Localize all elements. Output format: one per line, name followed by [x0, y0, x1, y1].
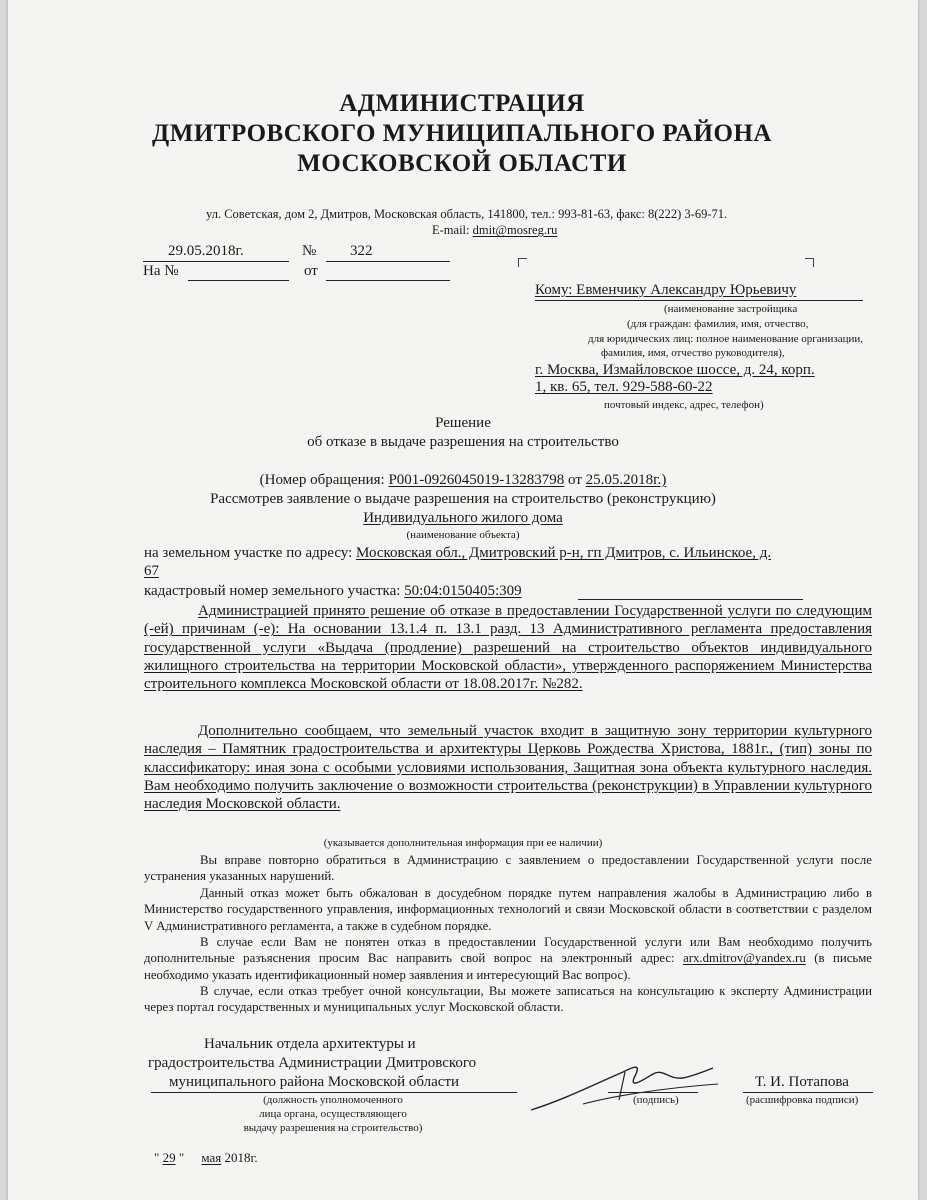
- info-p3-email[interactable]: arx.dmitrov@yandex.ru: [683, 951, 806, 966]
- recipient-address-2: 1, кв. 65, тел. 929-588-60-22: [535, 379, 713, 395]
- signer-position-3: муниципального района Московской области: [169, 1074, 460, 1090]
- land-address: Московская обл., Дмитровский р-н, гп Дмитров, с. Ильинское, д.: [356, 545, 772, 561]
- position-hint-3: выдачу разрешения на строительство): [243, 1122, 423, 1134]
- registry-number: 322: [350, 243, 373, 259]
- position-hint-1: (должность уполномоченного: [263, 1094, 403, 1106]
- decision-paragraph-2: Дополнительно сообщаем, что земельный участок входит в защитную зону территории культурного наследия – Памятник градостроительства и архитектуры Церковь Рождества Христова, 1881г., (тип) зоны по классификатору: иная зона с особыми условиями использования, Защитная зона объекта культурного наследия. Вам необходимо получить заключение о возможности строительства (реконструкции) в Управлении культурного наследия Московской области.: [144, 723, 872, 813]
- title-decision: Решение: [435, 415, 491, 431]
- recipient-hint-2: (для граждан: фамилия, имя, отчество,: [627, 318, 809, 330]
- object-name: Индивидуального жилого дома: [363, 510, 563, 526]
- registry-from-label: от: [304, 263, 318, 279]
- signer-name: Т. И. Потапова: [755, 1074, 849, 1090]
- position-hint-2: лица органа, осуществляющего: [259, 1108, 407, 1120]
- cadastral-label: кадастровый номер земельного участка:: [144, 583, 401, 599]
- req-mid: от: [564, 472, 586, 488]
- signature-hint: (подпись): [633, 1094, 679, 1106]
- recipient-address-hint: почтовый индекс, адрес, телефон): [604, 399, 764, 411]
- registry-on-label: На №: [143, 263, 179, 279]
- signer-position-2: градостроительства Администрации Дмитровского: [148, 1055, 477, 1071]
- land-address-row: [144, 545, 771, 562]
- recipient-name: Кому: Евменчику Александру Юрьевичу: [535, 282, 797, 298]
- req-prefix: (Номер обращения:: [259, 472, 389, 488]
- info-paragraph-1: Вы вправе повторно обратиться в Администрацию с заявлением о предоставлении Государственной услуги после устранения указанных нарушений.: [144, 853, 872, 884]
- email-label: E-mail:: [432, 223, 473, 237]
- recipient-hint-3: для юридических лиц: полное наименование организации,: [588, 333, 864, 345]
- signer-name-hint: (расшифровка подписи): [746, 1094, 859, 1106]
- footer-month: мая: [201, 1150, 222, 1165]
- req-date: 25.05.2018г.): [585, 472, 667, 488]
- cadastral-row: [144, 583, 522, 600]
- header-email-row: [432, 223, 557, 238]
- bracket-right: [805, 258, 814, 267]
- footer-close-quote: ": [178, 1150, 185, 1165]
- footer-day: 29: [162, 1150, 176, 1165]
- document-page: [8, 0, 918, 1200]
- header-line-1: АДМИНИСТРАЦИЯ: [339, 90, 585, 117]
- info-paragraph-4: В случае, если отказ требует очной консультации, Вы можете записаться на консультацию к эксперту Администрации через портал государственных и муниципальных услуг Московской области.: [144, 984, 872, 1015]
- decision-paragraph-2-hint: (указывается дополнительная информация при ее наличии): [323, 837, 603, 849]
- cadastral-number: 50:04:0150405:309: [404, 583, 522, 599]
- application-text: Рассмотрев заявление о выдаче разрешения на строительство (реконструкцию): [210, 491, 716, 507]
- bracket-left: [518, 258, 527, 267]
- registry-date: 29.05.2018г.: [168, 243, 244, 259]
- req-number: Р001-0926045019-13283798: [388, 472, 565, 488]
- recipient-hint-1: (наименование застройщика: [664, 303, 798, 315]
- footer-year: 2018г.: [224, 1150, 258, 1165]
- footer-open-quote: ": [154, 1150, 160, 1165]
- info-paragraph-2: Данный отказ может быть обжалован в досудебном порядке путем направления жалобы в Администрацию либо в Министерство государственного управления, информационных технологий и связи Московской области в соответствии с разделом V Административного регламента, а также в судебном порядке.: [144, 886, 872, 933]
- registry-num-label: №: [302, 243, 317, 259]
- email-link[interactable]: dmit@mosreg.ru: [472, 223, 558, 237]
- object-hint: (наименование объекта): [406, 529, 520, 541]
- header-address: ул. Советская, дом 2, Дмитров, Московская область, 141800, тел.: 993-81-63, факс: 8(222) 3-69-71.: [206, 207, 728, 221]
- land-address-2: 67: [144, 563, 159, 579]
- header-line-3: МОСКОВСКОЙ ОБЛАСТИ: [297, 150, 627, 177]
- recipient-address-1: г. Москва, Измайловское шоссе, д. 24, корп.: [535, 362, 815, 378]
- header-line-2: ДМИТРОВСКОГО МУНИЦИПАЛЬНОГО РАЙОНА: [152, 120, 772, 147]
- info-p3-b: (в письме необходимо указать идентификационный номер заявления и интересующий Вас вопрос).: [144, 951, 872, 982]
- info-paragraph-3: [144, 934, 872, 983]
- handwritten-signature: [523, 1050, 723, 1120]
- recipient-hint-4: фамилия, имя, отчество руководителя),: [601, 347, 785, 359]
- request-number-line: [8, 472, 918, 489]
- info-p3-a: В случае если Вам не понятен отказ в предоставлении Государственной услуги или Вам необходимо получить дополнительные разъяснения просим Вас направить свой вопрос на электронный адрес:: [144, 935, 872, 966]
- title-refusal: об отказе в выдаче разрешения на строительство: [307, 434, 619, 450]
- land-prefix: на земельном участке по адресу:: [144, 545, 353, 561]
- signer-position-1: Начальник отдела архитектуры и: [204, 1036, 416, 1052]
- decision-paragraph-1: Администрацией принято решение об отказе в предоставлении Государственной услуги по следующим (-ей) причинам (-е): На основании 13.1.4 п. 13.1 разд. 13 Административного регламента предоставления государственной услуги «Выдача (продление) разрешений на строительство объектов индивидуального жилищного строительства на территории Московской области», утвержденного распоряжением Министерства строительного комплекса Московской области от 18.08.2017г. №282.: [144, 603, 872, 693]
- footer-date: [154, 1150, 258, 1166]
